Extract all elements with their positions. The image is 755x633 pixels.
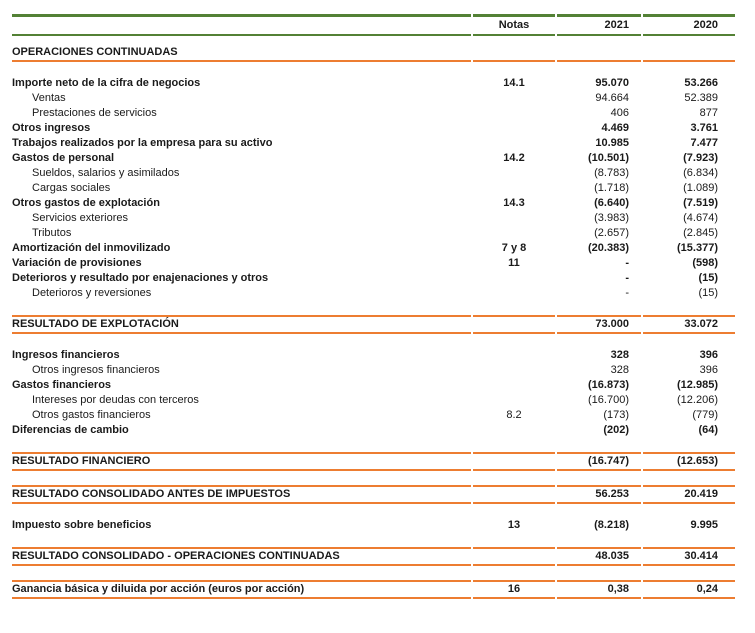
row-label: Otros ingresos	[12, 122, 91, 134]
table-row	[12, 211, 735, 226]
row-value-2020: 20.419	[643, 485, 735, 504]
row-label: Deterioros y resultado por enajenaciones y otros	[12, 272, 269, 284]
row-label: Deterioros y reversiones	[32, 287, 152, 299]
row-label: Ingresos financieros	[12, 349, 120, 361]
row-value-2021: 95.070	[595, 77, 629, 89]
table-row	[12, 518, 735, 533]
column-header-2020: 2020	[643, 14, 735, 36]
row-value-2021: 94.664	[595, 92, 629, 104]
row-nota	[473, 91, 555, 106]
row-value-2020: (7.923)	[683, 152, 718, 164]
row-value-2020: (12.206)	[677, 394, 718, 406]
row-value-2021: 73.000	[557, 315, 641, 334]
section-title-2020-cell	[643, 36, 735, 62]
row-value-2021: (8.218)	[594, 519, 629, 531]
table-row	[12, 136, 735, 151]
spacer-row	[12, 301, 735, 315]
row-nota	[473, 211, 555, 226]
row-label: Amortización del inmovilizado	[12, 242, 171, 254]
row-value-2020: (7.519)	[683, 197, 718, 209]
row-value-2021: (173)	[603, 409, 629, 421]
row-nota: 14.3	[503, 197, 525, 209]
row-nota	[473, 363, 555, 378]
row-label: RESULTADO CONSOLIDADO ANTES DE IMPUESTOS	[12, 485, 471, 504]
section-title-row	[12, 36, 735, 62]
spacer-row	[12, 471, 735, 485]
row-value-2021: 48.035	[557, 547, 641, 566]
row-value-2021: 10.985	[595, 137, 629, 149]
spacer-cell	[12, 334, 735, 348]
row-label: Importe neto de la cifra de negocios	[12, 77, 201, 89]
row-value-2021: (1.718)	[594, 182, 629, 194]
row-nota: 8.2	[506, 409, 522, 421]
spacer-cell	[12, 566, 735, 580]
row-value-2020: (12.985)	[677, 379, 718, 391]
row-value-2021: (2.657)	[594, 227, 629, 239]
row-value-2020: (12.653)	[643, 452, 735, 471]
row-label: RESULTADO CONSOLIDADO - OPERACIONES CONTINUADAS	[12, 547, 471, 566]
row-label: Diferencias de cambio	[12, 424, 129, 436]
row-value-2021: 56.253	[557, 485, 641, 504]
row-nota	[473, 121, 555, 136]
row-value-2020: (6.834)	[683, 167, 718, 179]
row-nota: 13	[507, 519, 521, 531]
row-label: Cargas sociales	[32, 182, 111, 194]
row-value-2021: (8.783)	[594, 167, 629, 179]
spacer-cell	[12, 533, 735, 547]
row-value-2020: 396	[699, 349, 718, 361]
table-body	[12, 62, 735, 599]
spacer-cell	[12, 62, 735, 76]
row-nota	[473, 226, 555, 241]
table-row	[12, 378, 735, 393]
row-nota	[473, 348, 555, 363]
row-label: Otros ingresos financieros	[32, 364, 160, 376]
table-row	[12, 76, 735, 91]
table-row	[12, 256, 735, 271]
row-value-2020: 9.995	[690, 519, 718, 531]
row-nota	[473, 286, 555, 301]
row-value-2021: (16.747)	[557, 452, 641, 471]
row-label: Ganancia básica y diluida por acción (euros por acción)	[12, 580, 471, 599]
row-label: Prestaciones de servicios	[32, 107, 157, 119]
table-row	[12, 452, 735, 471]
table-row	[12, 393, 735, 408]
spacer-cell	[12, 438, 735, 452]
row-value-2020: 0,24	[643, 580, 735, 599]
row-value-2021: -	[625, 272, 629, 284]
row-value-2020: 30.414	[643, 547, 735, 566]
spacer-row	[12, 504, 735, 518]
row-label: Servicios exteriores	[32, 212, 128, 224]
table-row	[12, 241, 735, 256]
table-row	[12, 271, 735, 286]
table-row	[12, 91, 735, 106]
row-nota	[473, 485, 555, 504]
table-row	[12, 196, 735, 211]
row-nota	[473, 423, 555, 438]
row-value-2020: (15)	[698, 272, 718, 284]
table-row	[12, 423, 735, 438]
table-row	[12, 315, 735, 334]
row-value-2021: -	[625, 257, 629, 269]
row-label: Gastos de personal	[12, 152, 115, 164]
spacer-cell	[12, 504, 735, 518]
row-nota: 7 y 8	[501, 242, 527, 254]
row-value-2021: 0,38	[557, 580, 641, 599]
row-value-2020: 53.266	[684, 77, 718, 89]
section-title-2021-cell	[557, 36, 641, 62]
row-value-2021: -	[625, 287, 629, 299]
table-row	[12, 363, 735, 378]
row-value-2021: (6.640)	[594, 197, 629, 209]
row-value-2020: (598)	[692, 257, 718, 269]
row-value-2021: (16.873)	[588, 379, 629, 391]
row-nota	[473, 271, 555, 286]
row-nota	[473, 547, 555, 566]
row-value-2021: 328	[610, 349, 629, 361]
row-nota	[473, 181, 555, 196]
table-row	[12, 106, 735, 121]
row-value-2020: (1.089)	[683, 182, 718, 194]
row-label: Otros gastos financieros	[32, 409, 151, 421]
row-label: Gastos financieros	[12, 379, 112, 391]
column-header-2021: 2021	[557, 14, 641, 36]
table-row	[12, 226, 735, 241]
section-title: OPERACIONES CONTINUADAS	[12, 36, 471, 62]
spacer-cell	[12, 301, 735, 315]
row-label: Trabajos realizados por la empresa para su activo	[12, 137, 273, 149]
row-nota: 14.1	[503, 77, 525, 89]
row-value-2021: (16.700)	[588, 394, 629, 406]
spacer-row	[12, 334, 735, 348]
column-header-notas: Notas	[473, 14, 555, 36]
row-value-2020: (64)	[698, 424, 718, 436]
spacer-cell	[12, 471, 735, 485]
spacer-row	[12, 533, 735, 547]
spacer-row	[12, 62, 735, 76]
row-value-2021: 328	[610, 364, 629, 376]
table-row	[12, 547, 735, 566]
row-value-2021: 4.469	[601, 122, 629, 134]
row-value-2020: 52.389	[684, 92, 718, 104]
income-statement-table	[10, 14, 737, 599]
section-title-notas-cell	[473, 36, 555, 62]
spacer-row	[12, 438, 735, 452]
table-row	[12, 286, 735, 301]
table-row	[12, 408, 735, 423]
row-label: Tributos	[32, 227, 72, 239]
row-label: Otros gastos de explotación	[12, 197, 160, 209]
row-label: Ventas	[32, 92, 66, 104]
row-value-2020: 3.761	[690, 122, 718, 134]
row-value-2021: (202)	[603, 424, 629, 436]
row-label: RESULTADO FINANCIERO	[12, 452, 471, 471]
row-value-2020: (4.674)	[683, 212, 718, 224]
row-label: Sueldos, salarios y asimilados	[32, 167, 180, 179]
row-label: Variación de provisiones	[12, 257, 142, 269]
row-value-2020: (779)	[692, 409, 718, 421]
row-nota	[473, 378, 555, 393]
row-nota: 14.2	[503, 152, 525, 164]
row-value-2021: (3.983)	[594, 212, 629, 224]
table-row	[12, 181, 735, 196]
row-value-2020: 396	[699, 364, 718, 376]
row-label: Impuesto sobre beneficios	[12, 519, 152, 531]
row-label: RESULTADO DE EXPLOTACIÓN	[12, 315, 471, 334]
table-row	[12, 580, 735, 599]
spacer-row	[12, 566, 735, 580]
row-nota	[473, 136, 555, 151]
row-nota	[473, 315, 555, 334]
row-value-2021: (20.383)	[588, 242, 629, 254]
header-row	[12, 14, 735, 36]
table-row	[12, 166, 735, 181]
row-value-2020: 877	[699, 107, 718, 119]
row-nota	[473, 166, 555, 181]
row-nota	[473, 393, 555, 408]
row-nota	[473, 106, 555, 121]
row-value-2021: (10.501)	[588, 152, 629, 164]
table-row	[12, 151, 735, 166]
row-value-2021: 406	[610, 107, 629, 119]
row-value-2020: (15.377)	[677, 242, 718, 254]
row-nota	[473, 452, 555, 471]
column-header-empty	[12, 14, 471, 36]
table-row	[12, 121, 735, 136]
row-value-2020: (15)	[698, 287, 718, 299]
table-row	[12, 348, 735, 363]
table-row	[12, 485, 735, 504]
row-nota: 11	[508, 257, 520, 269]
row-value-2020: 7.477	[690, 137, 718, 149]
row-value-2020: 33.072	[643, 315, 735, 334]
row-nota: 16	[473, 580, 555, 599]
row-value-2020: (2.845)	[683, 227, 718, 239]
row-label: Intereses por deudas con terceros	[32, 394, 199, 406]
